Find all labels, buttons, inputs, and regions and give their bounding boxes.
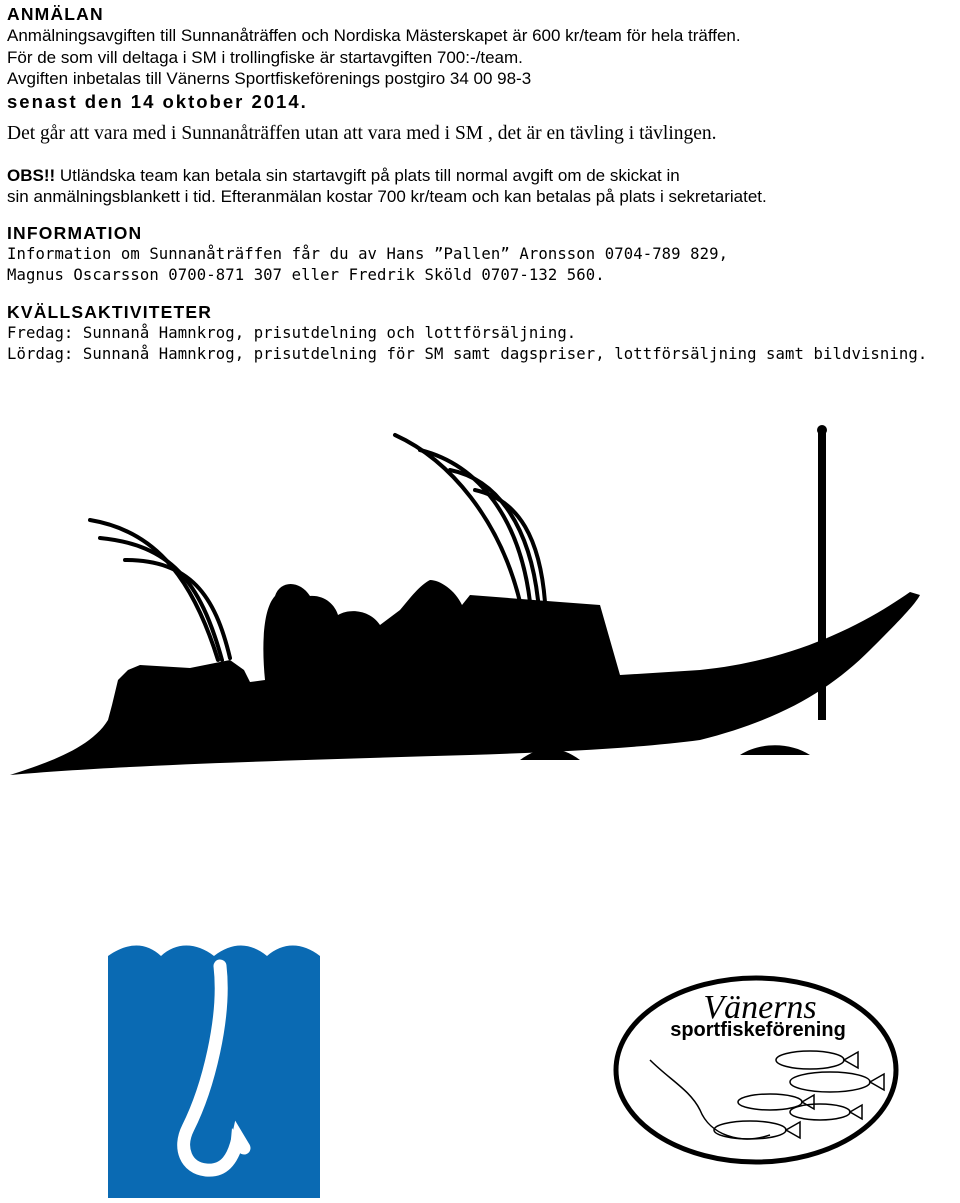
- club-logo-text-vanerns: Vänerns: [703, 989, 817, 1026]
- obs-label: OBS!!: [7, 165, 56, 185]
- anmalan-note: Det går att vara med i Sunnanåträffen utan att vara med i SM , det är en tävling i tävlingen.: [7, 122, 717, 144]
- kvallsaktiviteter-line-2: Lördag: Sunnanå Hamnkrog, prisutdelning för SM samt dagspriser, lottförsäljning samt bildvisning.: [7, 345, 928, 363]
- anmalan-line-2: För de som vill deltaga i SM i trollingfiske är startavgiften 700:-/team.: [7, 47, 523, 67]
- obs-line-1: [7, 165, 957, 187]
- hook-logo: [108, 938, 320, 1198]
- obs-line-2: sin anmälningsblankett i tid. Efteranmälan kostar 700 kr/team och kan betalas på plats i sekretariatet.: [7, 187, 767, 206]
- information-line-1: Information om Sunnanåträffen får du av Hans ”Pallen” Aronsson 0704-789 829,: [7, 244, 729, 263]
- information-line-2: Magnus Oscarsson 0700-871 307 eller Fredrik Sköld 0707-132 560.: [7, 266, 605, 284]
- kvallsaktiviteter-line-1: Fredag: Sunnanå Hamnkrog, prisutdelning och lottförsäljning.: [7, 323, 577, 342]
- anmalan-line-3: Avgiften inbetalas till Vänerns Sportfiskeförenings postgiro 34 00 98-3: [7, 69, 532, 88]
- anmalan-deadline: senast den 14 oktober 2014.: [7, 90, 308, 112]
- club-logo-text-sportfiskeforening: sportfiskeförening: [670, 1019, 846, 1041]
- anmalan-line-1: Anmälningsavgiften till Sunnanåträffen och Nordiska Mästerskapet är 600 kr/team för hela träffen.: [7, 26, 741, 45]
- fishing-boat-silhouette-image: [0, 420, 960, 800]
- anmalan-heading: ANMÄLAN: [7, 4, 104, 24]
- document: [7, 4, 957, 366]
- obs-text-1: Utländska team kan betala sin startavgift på plats till normal avgift om de skickat in: [55, 165, 680, 185]
- vanerns-sportfiskeforening-logo: [610, 970, 902, 1170]
- information-heading: INFORMATION: [7, 222, 143, 243]
- kvallsaktiviteter-heading: KVÄLLSAKTIVITETER: [7, 301, 213, 322]
